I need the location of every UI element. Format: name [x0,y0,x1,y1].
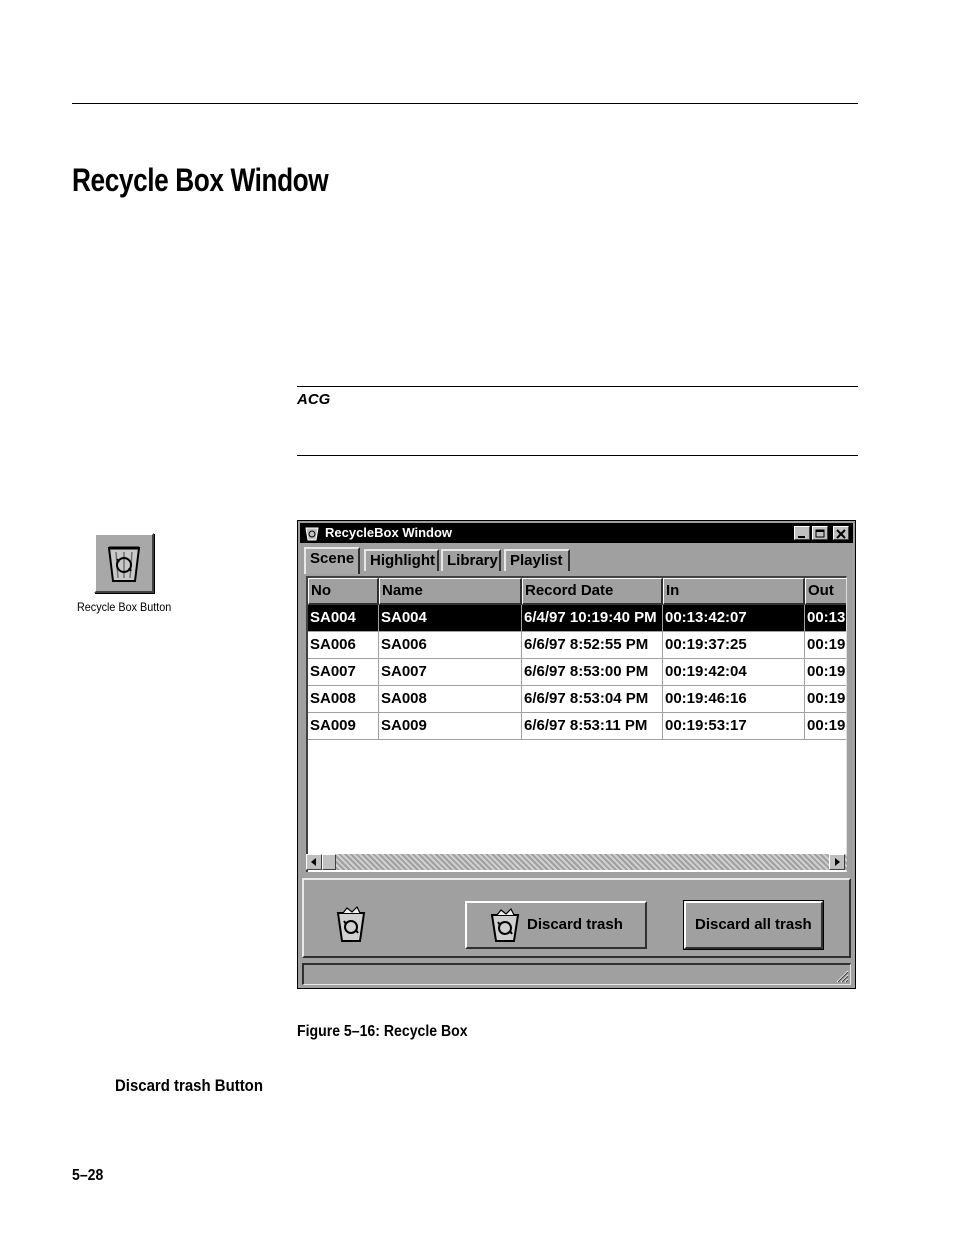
table-row[interactable] [308,632,847,659]
scroll-right-button[interactable] [829,854,845,870]
cell-out: 00:19 [807,690,846,707]
recycle-bin-icon [304,526,320,541]
cell-out: 00:13 [807,609,846,626]
cell-record-date: 6/4/97 10:19:40 PM [522,605,663,632]
action-panel [302,878,851,958]
discard-all-trash-label: Discard all trash [695,916,812,933]
close-button[interactable] [833,526,849,540]
arrow-right-icon [833,858,841,866]
recycle-box-button-caption: Recycle Box Button [77,600,172,614]
scroll-left-button[interactable] [306,854,322,870]
column-header-no[interactable]: No [308,578,379,605]
top-rule [72,103,858,104]
window-titlebar[interactable] [300,523,853,543]
tab-highlight[interactable]: Highlight [364,549,439,571]
cell-name: SA004 [379,605,522,632]
recycle-bin-icon [334,906,368,944]
maximize-button[interactable] [812,526,828,540]
column-header-record-date[interactable]: Record Date [522,578,663,605]
cell-record-date: 6/6/97 8:52:55 PM [522,632,663,659]
cell-record-date: 6/6/97 8:53:11 PM [522,713,663,740]
table-row[interactable] [308,605,847,632]
cell-record-date: 6/6/97 8:53:04 PM [522,686,663,713]
window-title: RecycleBox Window [325,525,453,540]
cell-in: 00:13:42:07 [663,605,805,632]
cell-name: SA007 [379,659,522,686]
cell-in: 00:19:42:04 [663,659,805,686]
cell-out: 00:19 [807,636,846,653]
tab-scene[interactable]: Scene [304,547,360,574]
column-header-in[interactable]: In [663,578,805,605]
note-bottom-rule [297,455,858,456]
recyclebox-window [297,520,856,989]
table-row[interactable] [308,713,847,740]
cell-out: 00:19 [807,663,846,680]
note-label: ACG [297,391,331,408]
recycle-bin-icon [489,908,521,944]
tab-playlist[interactable]: Playlist [504,549,570,571]
cell-record-date: 6/6/97 8:53:00 PM [522,659,663,686]
column-header-name[interactable]: Name [379,578,522,605]
recycle-box-button[interactable] [94,533,154,593]
column-header-out[interactable]: Out [805,578,847,605]
cell-in: 00:19:46:16 [663,686,805,713]
table-row[interactable] [308,659,847,686]
cell-in: 00:19:53:17 [663,713,805,740]
page-number: 5–28 [72,1167,104,1184]
cell-no: SA004 [308,605,379,632]
table-row[interactable] [308,686,847,713]
scroll-thumb[interactable] [322,854,336,870]
resize-grip-icon[interactable] [835,969,849,983]
cell-no: SA009 [308,713,379,740]
figure-caption: Figure 5–16: Recycle Box [297,1023,468,1040]
section-heading: Discard trash Button [115,1076,263,1095]
cell-no: SA008 [308,686,379,713]
discard-trash-label: Discard trash [527,916,623,933]
maximize-icon [813,528,827,540]
cell-no: SA006 [308,632,379,659]
page-title: Recycle Box Window [72,162,329,198]
trash-list[interactable] [306,576,847,872]
minimize-button[interactable] [794,526,810,540]
recycle-bin-icon [104,542,144,584]
note-top-rule [297,386,858,387]
cell-name: SA006 [379,632,522,659]
status-bar [302,963,851,985]
discard-trash-button[interactable] [465,901,647,949]
minimize-icon [795,528,809,540]
arrow-left-icon [310,858,318,866]
horizontal-scrollbar[interactable] [306,854,847,870]
close-icon [834,528,848,540]
cell-name: SA009 [379,713,522,740]
tab-library[interactable]: Library [441,549,501,571]
cell-in: 00:19:37:25 [663,632,805,659]
discard-all-trash-button[interactable] [684,901,823,949]
cell-name: SA008 [379,686,522,713]
cell-no: SA007 [308,659,379,686]
cell-out: 00:19 [807,717,846,734]
